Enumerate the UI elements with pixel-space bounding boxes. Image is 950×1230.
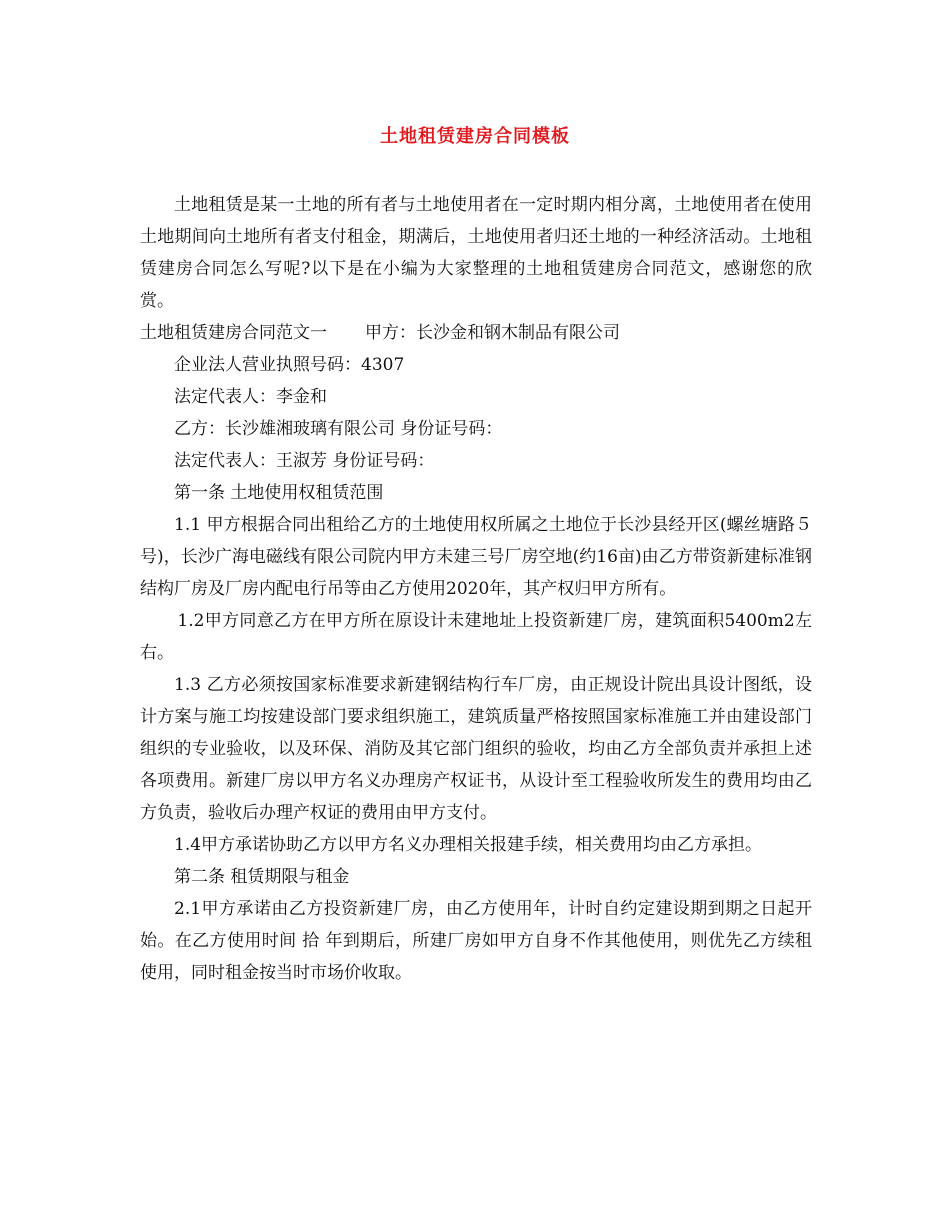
license-line: 企业法人营业执照号码：4307 [174,355,405,375]
rep-a-line: 法定代表人：李金和 [174,387,327,407]
clause-1-2: 1.2甲方同意乙方在甲方所在原设计未建地址上投资新建厂房，建筑面积5400m2左右。 [140,611,812,663]
article-2-heading: 第二条 租赁期限与租金 [174,867,350,887]
clause-2-1: 2.1甲方承诺由乙方投资新建厂房，由乙方使用年，计时自约定建设期到期之日起开始。在乙方使用时间 拾 年到期后，所建厂房如甲方自身不作其他使用，则优先乙方续租使用，同时租金按当时市场价收取。 [140,899,812,983]
clause-1-3: 1.3 乙方必须按国家标准要求新建钢结构行车厂房，由正规设计院出具设计图纸，设计方案与施工均按建设部门要求组织施工，建筑质量严格按照国家标准施工并由建设部门组织的专业验收，以及环保、消防及其它部门组织的验收，均由乙方全部负责并承担上述各项费用。新建厂房以甲方名义办理房产权证书，从设计至工程验收所发生的费用均由乙方负责，验收后办理产权证的费用由甲方支付。 [140,675,812,823]
party-a: 甲方：长沙金和钢木制品有限公司 [365,323,620,343]
rep-b-line: 法定代表人：王淑芳 身份证号码： [174,451,435,471]
document-title: 土地租赁建房合同模板 [380,126,570,147]
sample-heading-line [140,317,812,349]
document-body [140,189,812,989]
party-b-line: 乙方：长沙雄湘玻璃有限公司 身份证号码： [174,419,503,439]
article-1-heading: 第一条 土地使用权租赁范围 [174,483,384,503]
sample-heading: 土地租赁建房合同范文一 [140,323,327,343]
clause-1-1: 1.1 甲方根据合同出租给乙方的土地使用权所属之土地位于长沙县经开区(螺丝塘路５号)，长沙广海电磁线有限公司院内甲方未建三号厂房空地(约16亩)由乙方带资新建标准钢结构厂房及厂房内配电行吊等由乙方使用2020年，其产权归甲方所有。 [140,515,812,599]
intro-paragraph: 土地租赁是某一土地的所有者与土地使用者在一定时期内相分离，土地使用者在使用土地期间向土地所有者支付租金，期满后，土地使用者归还土地的一种经济活动。土地租赁建房合同怎么写呢?以下是在小编为大家整理的土地租赁建房合同范文，感谢您的欣赏。 [140,195,812,311]
clause-1-4: 1.4甲方承诺协助乙方以甲方名义办理相关报建手续，相关费用均由乙方承担。 [174,835,763,855]
